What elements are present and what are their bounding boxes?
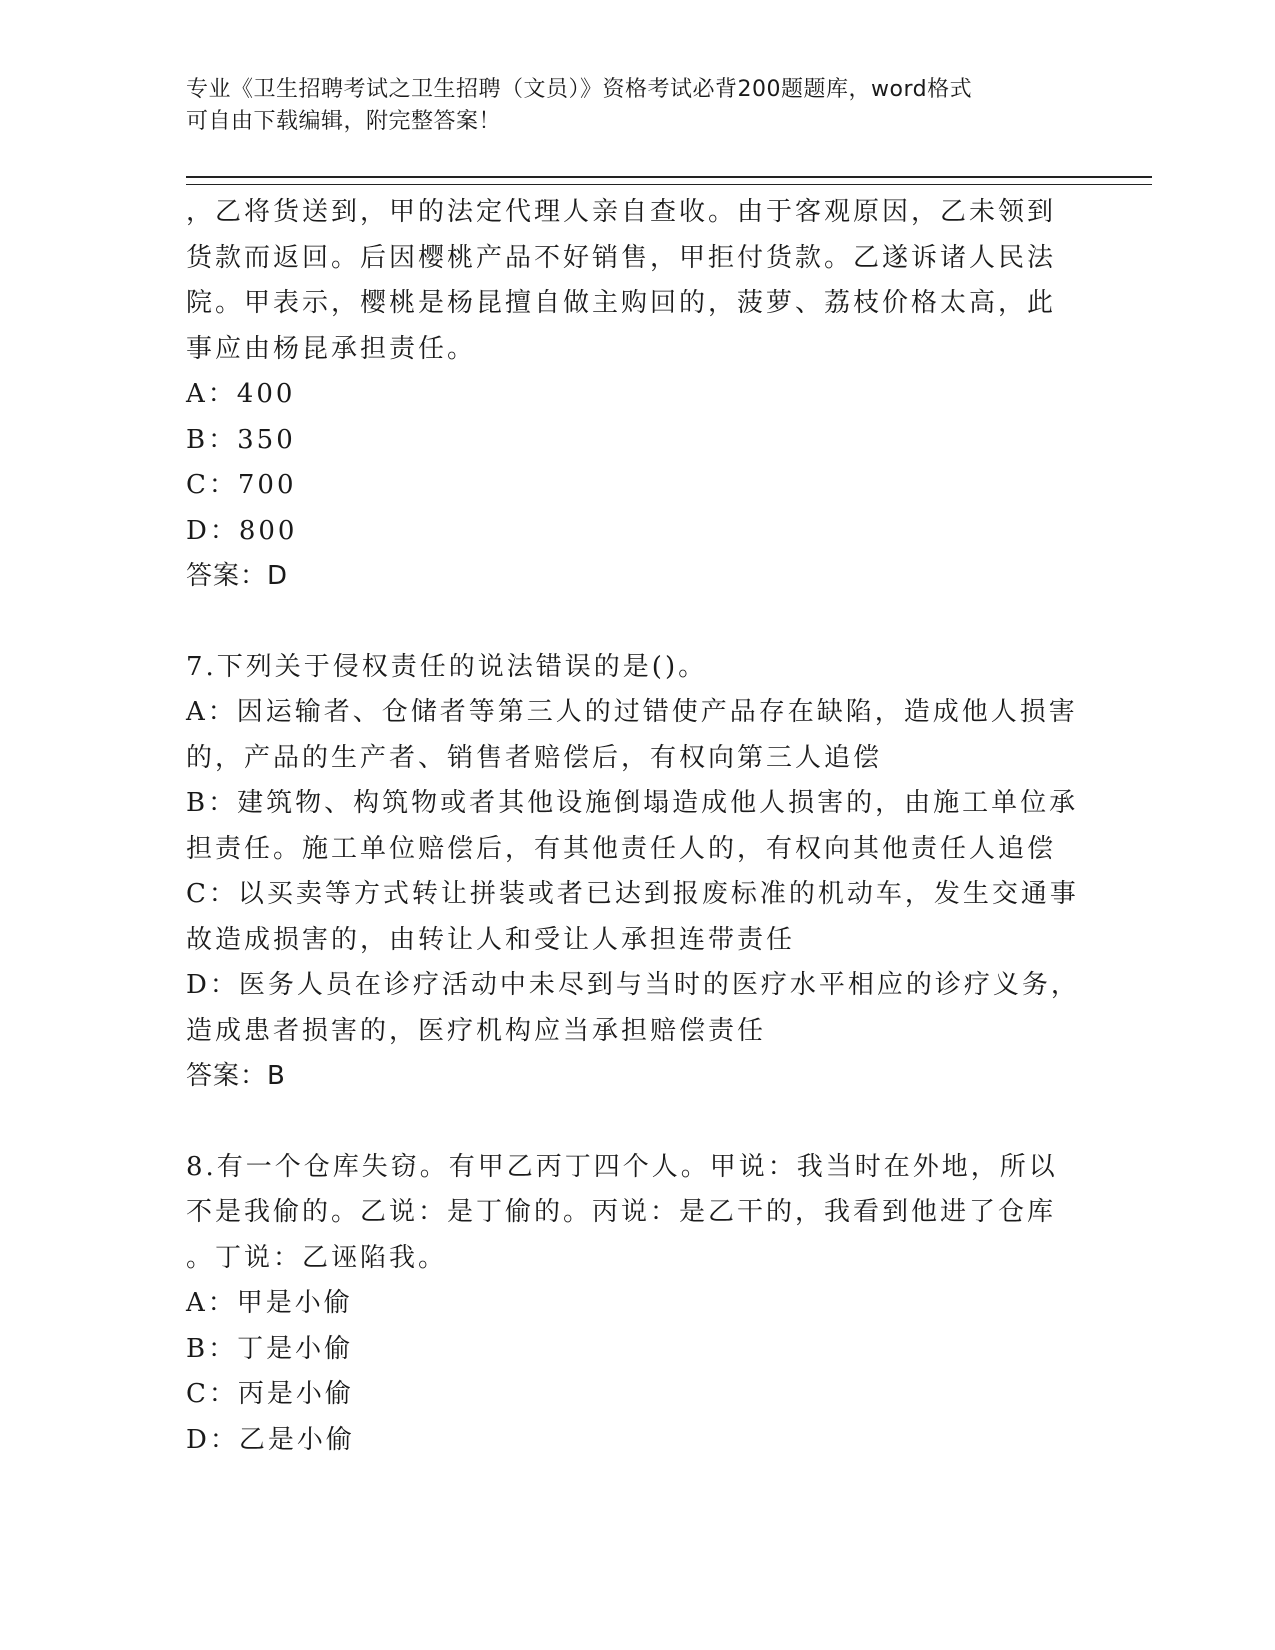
option-b: B：建筑物、构筑物或者其他设施倒塌造成他人损害的，由施工单位承 [186,788,1079,818]
option-b-continued: 担责任。施工单位赔偿后，有其他责任人的，有权向其他责任人追偿 [186,833,1057,864]
option-a: A：因运输者、仓储者等第三人的过错使产品存在缺陷，造成他人损害 [186,697,1078,727]
answer-label: 答案：D [186,561,289,591]
option-b: B：丁是小偷 [186,1333,354,1364]
answer-label: 答案：B [186,1061,286,1091]
question-spacer [186,600,1066,645]
question-stem: 。丁说：乙诬陷我。 [186,1242,448,1273]
option-a: A：400 [186,379,296,409]
header-title-line-1: 专业《卫生招聘考试之卫生招聘（文员）》资格考试必背200题题库，word格式 [186,77,973,102]
page-header [186,74,1066,138]
option-c: C：丙是小偷 [186,1379,354,1409]
header-title-line-2: 可自由下载编辑，附完整答案！ [186,109,502,134]
question-6-continuation [186,190,1066,600]
option-d: D：乙是小偷 [186,1424,355,1455]
question-stem: 不是我偷的。乙说：是丁偷的。丙说：是乙干的，我看到他进了仓库 [186,1197,1057,1227]
question-spacer [186,1100,1066,1145]
option-c: C：以买卖等方式转让拼装或者已达到报废标准的机动车，发生交通事 [186,879,1079,909]
option-a: A：甲是小偷 [186,1288,353,1318]
option-a-continued: 的，产品的生产者、销售者赔偿后，有权向第三人追偿 [186,742,883,773]
question-text-line: 事应由杨昆承担责任。 [186,333,477,364]
question-stem: 8.有一个仓库失窃。有甲乙丙丁四个人。甲说：我当时在外地，所以 [186,1151,1058,1182]
option-c: C：700 [186,470,297,500]
question-text-line: 院。甲表示，樱桃是杨昆擅自做主购回的，菠萝、荔枝价格太高，此 [186,288,1057,318]
option-d-continued: 造成患者损害的，医疗机构应当承担赔偿责任 [186,1015,767,1046]
question-text-line: 货款而返回。后因樱桃产品不好销售，甲拒付货款。乙遂诉诸人民法 [186,242,1057,273]
question-8 [186,1145,1066,1464]
option-d: D：医务人员在诊疗活动中未尽到与当时的医疗水平相应的诊疗义务， [186,970,1080,1000]
option-d: D：800 [186,515,298,546]
question-text-line: ，乙将货送到，甲的法定代理人亲自查收。由于客观原因，乙未领到 [186,197,1057,227]
option-b: B：350 [186,424,296,455]
option-c-continued: 故造成损害的，由转让人和受让人承担连带责任 [186,924,796,955]
question-stem: 7.下列关于侵权责任的说法错误的是()。 [186,651,708,682]
question-7 [186,645,1080,1100]
document-body [186,190,1080,1463]
header-divider [186,176,1152,185]
